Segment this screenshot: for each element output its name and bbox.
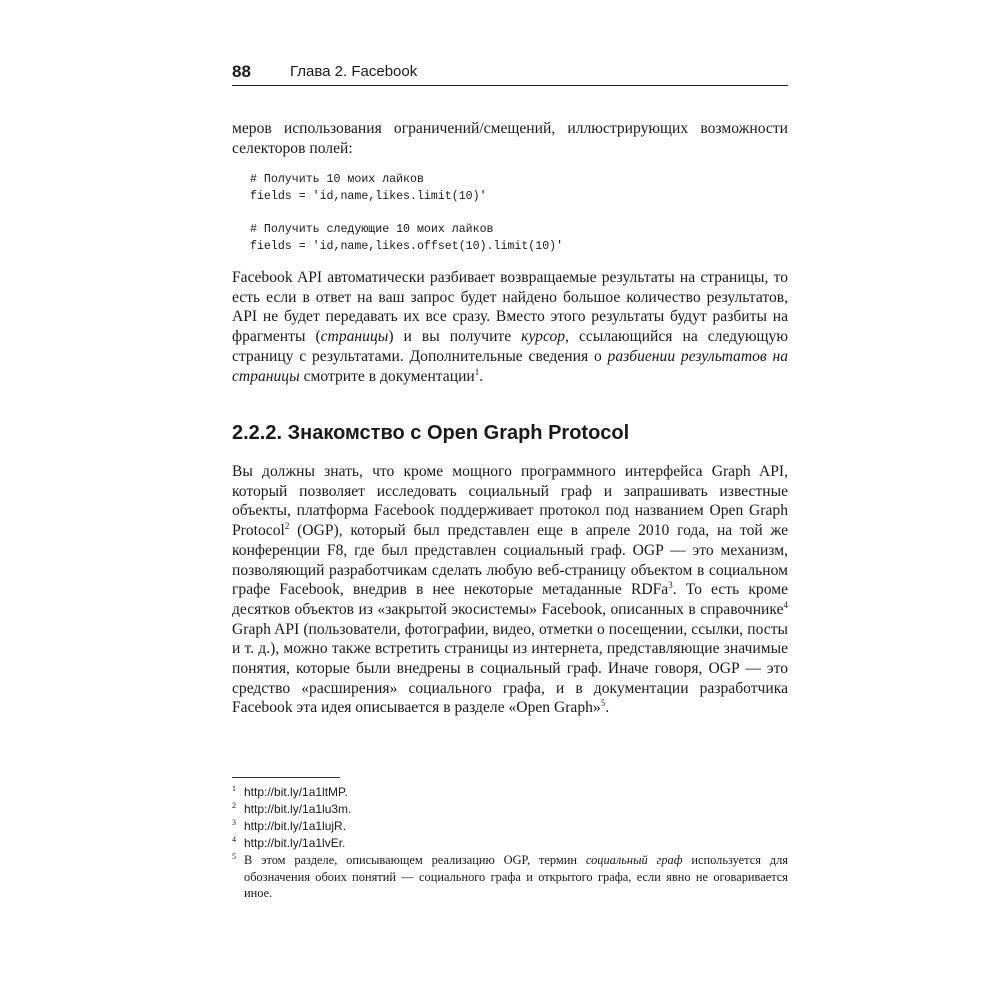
page-number: 88 [232, 62, 251, 81]
footnote-number: 4 [232, 835, 236, 844]
footnote-number: 3 [232, 818, 236, 827]
footnote [232, 801, 788, 818]
emphasis: страницы [320, 328, 389, 346]
footnote-link[interactable]: http://bit.ly/1a1lujR. [244, 819, 347, 833]
text: используется для обозначения обоих понятий — социального графа и открытого графа, если явно не оговаривается иное. [244, 853, 788, 901]
text: смотрите в документации [299, 367, 475, 385]
header-rule [232, 85, 788, 86]
footnote-ref-5[interactable]: 5 [600, 698, 606, 709]
text: . [605, 699, 610, 717]
text: Вы должны знать, что кроме мощного программного интерфейса Graph API, который позволяет исследовать социальный граф и запрашивать известные объекты, платформа Facebook поддерживает протокол под названием Open Graph Protocol [232, 463, 788, 540]
paragraph-paging [232, 268, 788, 386]
text: В этом разделе, описывающем реализацию OGP, термин [244, 853, 586, 867]
emphasis: курсор [521, 328, 566, 346]
section-heading: 2.2.2. Знакомство с Open Graph Protocol [232, 422, 630, 444]
text: . То есть кроме десятков объектов из «закрытой экосистемы» Facebook, описанных в справочнике [232, 581, 789, 618]
footnote-number: 5 [232, 852, 236, 861]
page-header [232, 62, 788, 86]
footnote-ref-2[interactable]: 2 [284, 520, 290, 531]
footnote-ref-4[interactable]: 4 [783, 599, 788, 610]
footnote-rule [232, 777, 340, 778]
paragraph-ogp [232, 462, 788, 718]
emphasis: разбиении результатов на страницы [232, 347, 789, 385]
footnote-number: 1 [232, 784, 236, 793]
text: (OGP), который был представлен еще в апреле 2010 года, на той же конференции F8, где был представлен социальный граф. OGP — это механизм, позволяющий разработчикам сделать любую веб-страницу объектом в социальном графе Facebook, внедрив в нее некоторые метаданные RDFa [232, 522, 788, 599]
text: , ссылающийся на следующую страницу с результатами. Дополнительные сведения о [232, 328, 788, 365]
text: Facebook API автоматически разбивает возвращаемые результаты на страницы, то есть если в ответ на ваш запрос будет найдено большое количество результатов, API не будет передавать их все сразу. Вместо этого результаты будут разбиты на фрагменты ( [232, 269, 788, 346]
text: ) и вы получите [388, 328, 522, 346]
footnote [232, 818, 788, 835]
text: Graph API (пользователи, фотографии, видео, отметки о посещении, ссылки, посты и т. д.), можно также встретить страницы из интернета, представляющие значимые понятия, которые были внедрены в социальный граф. Иначе говоря, OGP — это средство «расширения» социального графа, и в документации разработчика Facebook эта идея описывается в разделе «Open Graph» [232, 620, 788, 717]
text: . [479, 367, 484, 385]
footnote [232, 784, 788, 801]
paragraph-intro: меров использования ограничений/смещений, иллюстрирующих возможности селекторов полей: [232, 120, 788, 157]
footnote-number: 2 [232, 801, 236, 810]
footnote-link[interactable]: http://bit.ly/1a1lvEr. [244, 836, 346, 850]
footnote-ref-1[interactable]: 1 [474, 366, 480, 377]
running-head: Глава 2. Facebook [290, 63, 418, 80]
footnote-link[interactable]: http://bit.ly/1a1lu3m. [244, 802, 352, 816]
footnote-ref-3[interactable]: 3 [668, 580, 673, 591]
footnote-text [244, 852, 788, 902]
emphasis: социальный граф [585, 853, 683, 867]
code-block-offset: # Получить следующие 10 моих лайков fields = 'id,name,likes.offset(10).limit(10)' [250, 223, 564, 253]
footnote [232, 835, 788, 852]
footnote [232, 852, 788, 902]
code-block-limit: # Получить 10 моих лайков fields = 'id,name,likes.limit(10)' [250, 173, 487, 203]
footnote-link[interactable]: http://bit.ly/1a1ltMP. [244, 785, 348, 799]
